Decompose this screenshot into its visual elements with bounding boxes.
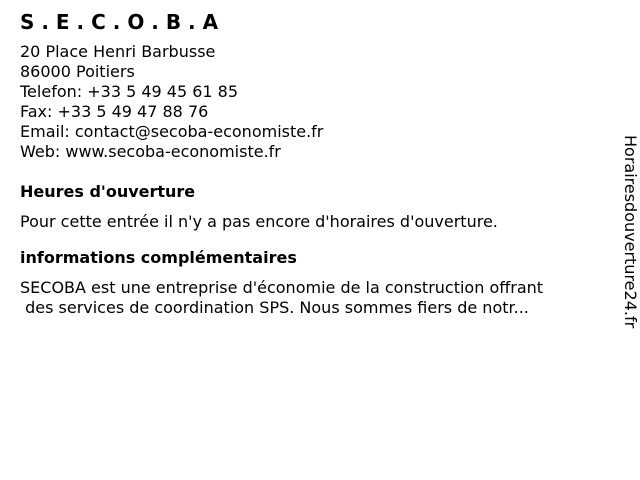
opening-hours-text: Pour cette entrée il n'y a pas encore d'horaires d'ouverture. [20, 212, 498, 231]
phone-line: Telefon: +33 5 49 45 61 85 [20, 82, 239, 101]
web-line: Web: www.secoba-economiste.fr [20, 142, 281, 161]
contact-block [20, 42, 600, 162]
additional-info-line-2: des services de coordination SPS. Nous sommes fiers de notr... [20, 298, 529, 317]
business-card [20, 10, 600, 318]
additional-info-line-1: SECOBA est une entreprise d'économie de la construction offrant [20, 278, 544, 297]
opening-hours-heading: Heures d'ouverture [20, 182, 196, 201]
additional-info-heading: informations complémentaires [20, 248, 297, 267]
company-name: S . E . C . O . B . A [20, 10, 219, 34]
email-line: Email: contact@secoba-economiste.fr [20, 122, 324, 141]
address-street: 20 Place Henri Barbusse [20, 42, 216, 61]
address-city: 86000 Poitiers [20, 62, 135, 81]
additional-info-description [20, 278, 600, 318]
fax-line: Fax: +33 5 49 47 88 76 [20, 102, 209, 121]
site-watermark: Horairesdouverture24.fr [621, 135, 640, 329]
